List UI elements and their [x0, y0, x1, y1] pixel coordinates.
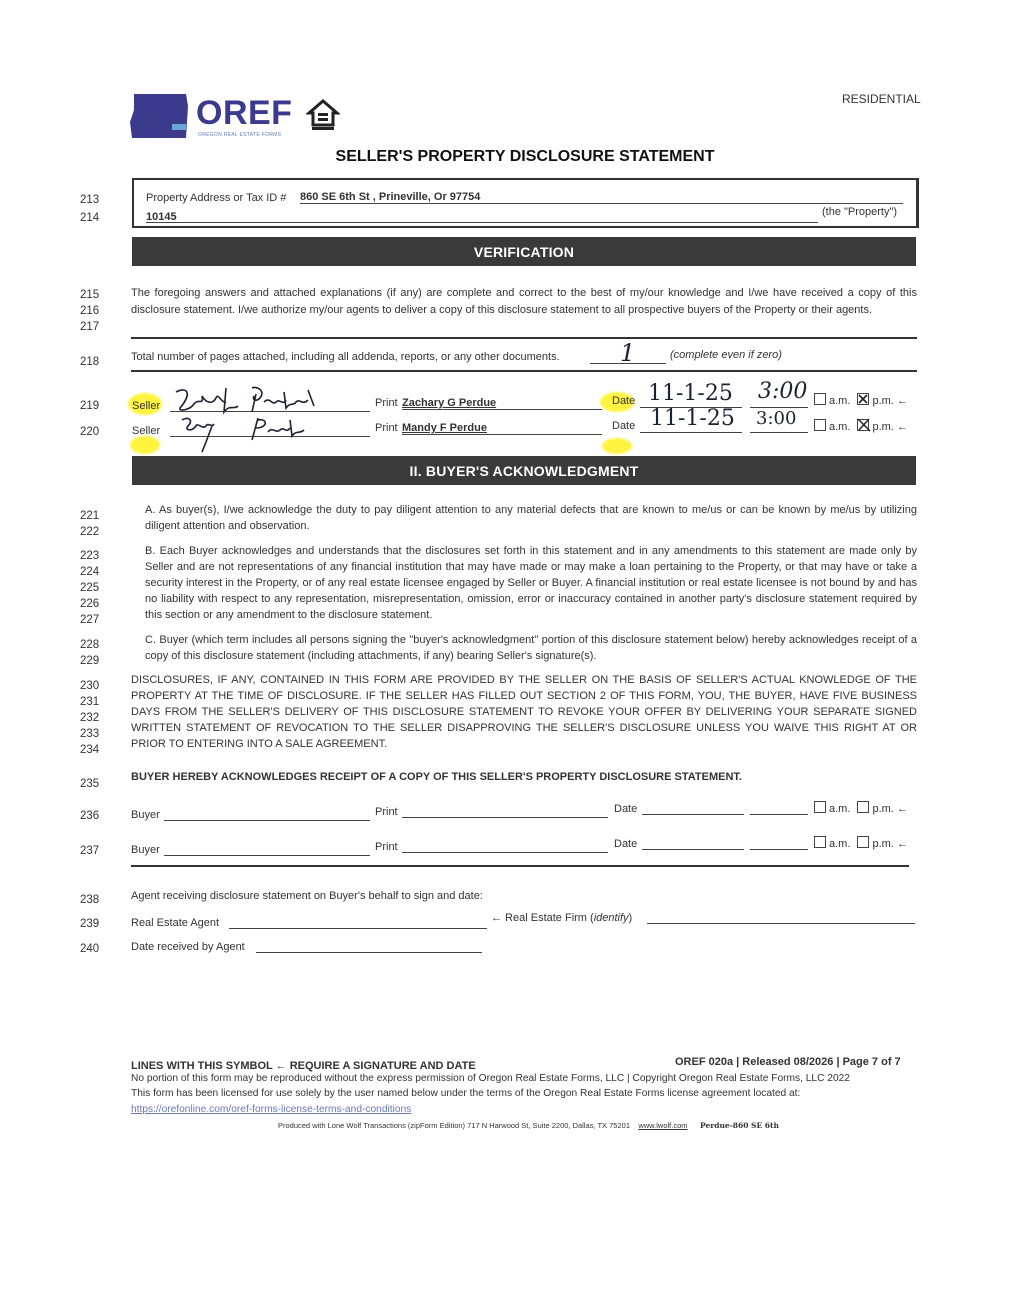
- seller-2-date[interactable]: 11-1-25: [650, 406, 735, 431]
- form-category: RESIDENTIAL: [842, 92, 921, 106]
- agent-date-line[interactable]: [256, 952, 482, 953]
- line-number: 214: [80, 212, 100, 224]
- seller-1-pm-checkbox[interactable]: [857, 393, 869, 405]
- property-tax-id-value[interactable]: 10145: [146, 211, 177, 223]
- line-number: 229: [80, 655, 100, 667]
- pages-label: Total number of pages attached, including all addenda, reports, or any other documents.: [131, 351, 560, 363]
- buyer-1-print-line[interactable]: [402, 817, 608, 818]
- buyer-ack-para-a: A. As buyer(s), I/we acknowledge the duty to pay diligent attention to any material defects that are known to me/us or can be known by me/us by utilizing diligent attention and observation.: [145, 504, 917, 532]
- buyer-1-arrow: ←: [896, 803, 908, 815]
- line-number: 235: [80, 778, 100, 790]
- line-number: 227: [80, 614, 100, 626]
- line-number: 239: [80, 918, 100, 930]
- seller-2-time[interactable]: 3:00: [756, 408, 797, 429]
- verification-paragraph: The foregoing answers and attached explanations (if any) are complete and correct to the best of my/our knowledge and I/we have received a copy of this disclosure statement. I/we authorize my/our agents to deliver a copy of this disclosure statement to all prospective buyers of the Property or their agents.: [131, 287, 917, 316]
- agent-firm-label: ← Real Estate Firm (identify): [491, 912, 633, 924]
- oref-logo: [128, 92, 348, 142]
- line-number: 233: [80, 728, 100, 740]
- seller-1-ampm: a.m. p.m. ←: [814, 393, 908, 407]
- line-number: 236: [80, 810, 100, 822]
- buyer-1-am-checkbox[interactable]: [814, 801, 826, 813]
- buyer-2-label: Buyer: [131, 844, 160, 856]
- pages-value[interactable]: 1: [620, 339, 636, 367]
- buyer-2-pm-checkbox[interactable]: [857, 836, 869, 848]
- property-suffix: (the "Property"): [822, 206, 898, 218]
- buyer-2-ampm: a.m. p.m. ←: [814, 836, 908, 850]
- page-title: SELLER'S PROPERTY DISCLOSURE STATEMENT: [335, 148, 715, 165]
- buyer-1-date-line[interactable]: [642, 814, 744, 815]
- buyer-ack-heading: II. BUYER'S ACKNOWLEDGMENT: [132, 456, 916, 485]
- line-number: 225: [80, 582, 100, 594]
- line-number: 222: [80, 526, 100, 538]
- footer-license-link[interactable]: https://orefonline.com/oref-forms-license-terms-and-conditions: [131, 1104, 412, 1115]
- seller-1-am-checkbox[interactable]: [814, 393, 826, 405]
- buyer-1-time-line[interactable]: [750, 814, 808, 815]
- buyer-2-date-line[interactable]: [642, 849, 744, 850]
- line-number: 230: [80, 680, 100, 692]
- agent-label: Real Estate Agent: [131, 917, 220, 929]
- line-number: 234: [80, 744, 100, 756]
- line-number: 232: [80, 712, 100, 724]
- line-number: 216: [80, 305, 100, 317]
- logo-subtext: OREGON REAL ESTATE FORMS: [198, 132, 282, 138]
- seller-2-ampm: a.m. p.m. ←: [814, 419, 908, 433]
- pages-note: (complete even if zero): [670, 349, 782, 361]
- line-number: 220: [80, 426, 100, 438]
- buyer-2-print-label: Print: [375, 841, 398, 853]
- line-number: 237: [80, 845, 100, 857]
- buyer-1-label: Buyer: [131, 809, 160, 821]
- line-number: 224: [80, 566, 100, 578]
- buyer-1-pm-checkbox[interactable]: [857, 801, 869, 813]
- agent-intro: Agent receiving disclosure statement on Buyer's behalf to sign and date:: [131, 890, 483, 902]
- buyer-2-date-label: Date: [614, 838, 638, 850]
- footer-symbol-note: LINES WITH THIS SYMBOL ← REQUIRE A SIGNATURE AND DATE: [131, 1060, 476, 1072]
- seller-1-date-label: Date: [612, 395, 636, 407]
- equal-housing-icon: [306, 98, 340, 132]
- line-number: 240: [80, 943, 100, 955]
- line-number: 217: [80, 321, 100, 333]
- agent-date-label: Date received by Agent: [131, 941, 245, 953]
- line-number: 238: [80, 894, 100, 906]
- footer-license: This form has been licensed for use solely by the user named below under the terms of the Oregon Real Estate Forms license agreement located at:: [131, 1088, 801, 1099]
- property-address-label: Property Address or Tax ID #: [146, 192, 287, 204]
- footer-copyright: No portion of this form may be reproduced without the express permission of Oregon Real Estate Forms, LLC | Copyright Oregon Real Estate Forms, LLC 2022: [131, 1073, 850, 1084]
- line-number: 219: [80, 400, 100, 412]
- seller-1-arrow: ←: [896, 395, 908, 407]
- property-address-value[interactable]: 860 SE 6th St , Prineville, Or 97754: [300, 191, 481, 203]
- line-number: 231: [80, 696, 100, 708]
- buyer-2-signature-line[interactable]: [164, 855, 370, 856]
- seller-2-print-name[interactable]: Mandy F Perdue: [402, 422, 487, 434]
- buyer-1-ampm: a.m. p.m. ←: [814, 801, 908, 815]
- seller-1-date[interactable]: 11-1-25: [648, 381, 733, 406]
- agent-signature-line[interactable]: [229, 928, 487, 929]
- verification-heading: VERIFICATION: [132, 237, 916, 266]
- logo-text: OREF: [196, 94, 293, 132]
- buyer-ack-para-c: C. Buyer (which term includes all persons signing the "buyer's acknowledgment" portion of this disclosure statement below) hereby acknowledges receipt of a copy of this disclosure statement (including attachments, if any) bearing Seller's signature(s).: [145, 634, 917, 662]
- line-number: 228: [80, 639, 100, 651]
- seller-1-print-name[interactable]: Zachary G Perdue: [402, 397, 497, 409]
- buyer-1-signature-line[interactable]: [164, 820, 370, 821]
- buyer-2-am-checkbox[interactable]: [814, 836, 826, 848]
- buyer-2-print-line[interactable]: [402, 852, 608, 853]
- seller-1-print-label: Print: [375, 397, 398, 409]
- seller-1-time[interactable]: 3:00: [758, 379, 808, 404]
- line-number: 218: [80, 356, 100, 368]
- seller-2-pm-checkbox[interactable]: [857, 419, 869, 431]
- line-number: 221: [80, 510, 100, 522]
- line-number: 213: [80, 194, 100, 206]
- seller-1-signature[interactable]: [168, 384, 328, 418]
- line-number: 215: [80, 289, 100, 301]
- seller-2-print-label: Print: [375, 422, 398, 434]
- seller-2-am-checkbox[interactable]: [814, 419, 826, 431]
- seller-1-label: Seller: [132, 400, 161, 412]
- agent-firm-line[interactable]: [647, 923, 915, 924]
- line-number: 223: [80, 550, 100, 562]
- buyer-ack-caps-notice: DISCLOSURES, IF ANY, CONTAINED IN THIS FORM ARE PROVIDED BY THE SELLER ON THE BASIS OF SELLER'S ACTUAL KNOWLEDGE OF THE PROPERTY AT THE TIME OF DISCLOSURE. IF THE SELLER HAS FILLED OUT SECTION 2 OF THIS FORM, YOU, THE BUYER, HAVE FIVE BUSINESS DAYS FROM THE SELLER'S DELIVERY OF THIS DISCLOSURE STATEMENT TO REVOKE YOUR OFFER BY DELIVERING YOUR SEPARATE SIGNED WRITTEN STATEMENT OF REVOCATION TO THE SELLER DISAPPROVING THE SELLER'S DISCLOSURE UNLESS YOU WAIVE THIS RIGHT AT OR PRIOR TO ENTERING INTO A SALE AGREEMENT.: [131, 674, 917, 750]
- buyer-ack-para-b: B. Each Buyer acknowledges and understands that the disclosures set forth in this statement and in any amendments to this statement are made only by Seller and are not representations of any financial institution that may have made or may make a loan pertaining to the Property, or that may have or take a security interest in the Property, or of any real estate licensee engaged by Seller or Buyer. A financial institution or real estate licensee is not bound by and has no liability with respect to any representation, misrepresentation, omission, error or inaccuracy contained in another party's disclosure statement required by this section or any amendment to the disclosure statement.: [145, 545, 917, 621]
- footer-produced: Produced with Lone Wolf Transactions (zipForm Edition) 717 N Harwood St, Suite 2200, Dallas, TX 75201 www.lwolf.com Perdue-860 SE 6th: [278, 1121, 779, 1130]
- seller-2-date-label: Date: [612, 420, 636, 432]
- oregon-map-icon: [128, 92, 192, 140]
- buyer-receipt-statement: BUYER HEREBY ACKNOWLEDGES RECEIPT OF A COPY OF THIS SELLER'S PROPERTY DISCLOSURE STATEMENT.: [131, 771, 742, 783]
- buyer-1-date-label: Date: [614, 803, 638, 815]
- buyer-2-time-line[interactable]: [750, 849, 808, 850]
- buyer-2-arrow: ←: [896, 838, 908, 850]
- footer-form-id: OREF 020a | Released 08/2026 | Page 7 of 7: [675, 1056, 901, 1068]
- seller-2-arrow: ←: [896, 421, 908, 433]
- line-number: 226: [80, 598, 100, 610]
- seller-2-label: Seller: [132, 425, 161, 437]
- seller-2-signature[interactable]: [172, 414, 322, 454]
- buyer-1-print-label: Print: [375, 806, 398, 818]
